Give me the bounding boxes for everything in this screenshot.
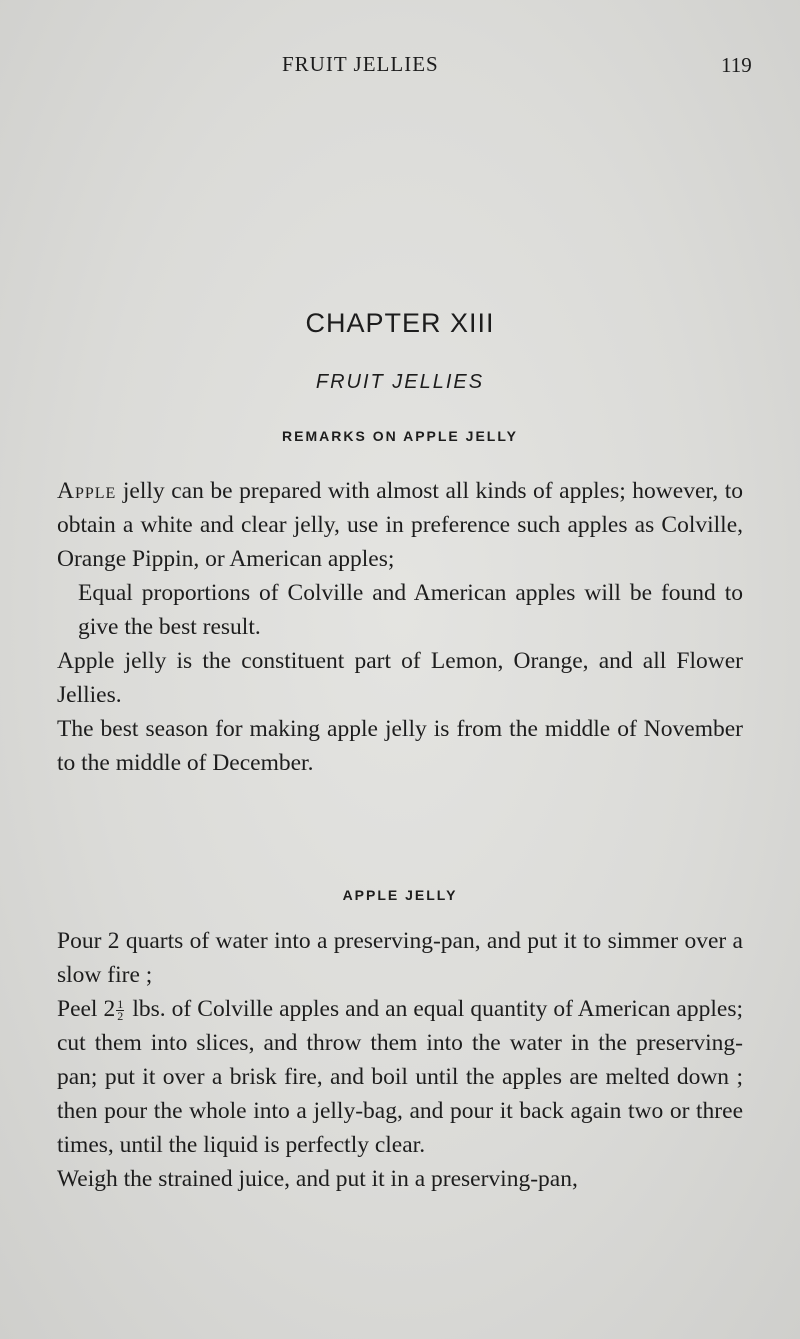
paragraph: [57, 474, 743, 576]
fraction-denominator: 2: [117, 1009, 124, 1024]
running-head: FRUIT JELLIES: [282, 52, 439, 76]
page-number: 119: [721, 53, 752, 77]
paragraph-text: jelly can be prepared with almost all kinds of apples; however, to obtain a white and clear jelly, use in preference such apples as Colville, Orange Pippin, or American apples;: [57, 478, 743, 572]
section-heading-remarks: REMARKS ON APPLE JELLY: [282, 428, 518, 444]
fraction: [116, 999, 124, 1022]
chapter-number: CHAPTER XIII: [305, 308, 495, 338]
paragraph-text: The best season for making apple jelly is from the middle of November to the middle of December.: [57, 716, 743, 776]
paragraph-text: Pour 2 quarts of water into a preserving-pan, and put it to simmer over a slow fire ;: [57, 928, 743, 988]
paragraph-text: Weigh the strained juice, and put it in a preserving-pan,: [57, 1166, 578, 1192]
paragraph: [57, 992, 743, 1162]
paragraph: [57, 1162, 743, 1196]
paragraph: [57, 576, 743, 644]
paragraph: [57, 924, 743, 992]
paragraph: [57, 644, 743, 712]
paragraph-text: lbs. of Colville apples and an equal quantity of American apples; cut them into slices, and throw them into the water in the preserving-pan; put it over a brisk fire, and boil until the apples are melted down ; then pour the whole into a jelly-bag, and pour it back again two or three times, until the liquid is perfectly clear.: [57, 996, 743, 1158]
paragraph: [57, 712, 743, 780]
paragraph-text: Equal proportions of Colville and American apples will be found to give the best result.: [78, 580, 743, 640]
chapter-title: FRUIT JELLIES: [315, 371, 485, 393]
paragraph-text: Apple jelly is the constituent part of Lemon, Orange, and all Flower Jellies.: [57, 648, 743, 708]
recipe-text-block: [57, 924, 743, 1196]
paragraph-lead-word: Apple: [57, 478, 117, 504]
section-heading-apple-jelly: APPLE JELLY: [342, 887, 458, 903]
remarks-text-block: [57, 474, 743, 780]
fraction-numerator: 1: [117, 997, 124, 1012]
paragraph-text: Peel 2: [57, 996, 116, 1022]
